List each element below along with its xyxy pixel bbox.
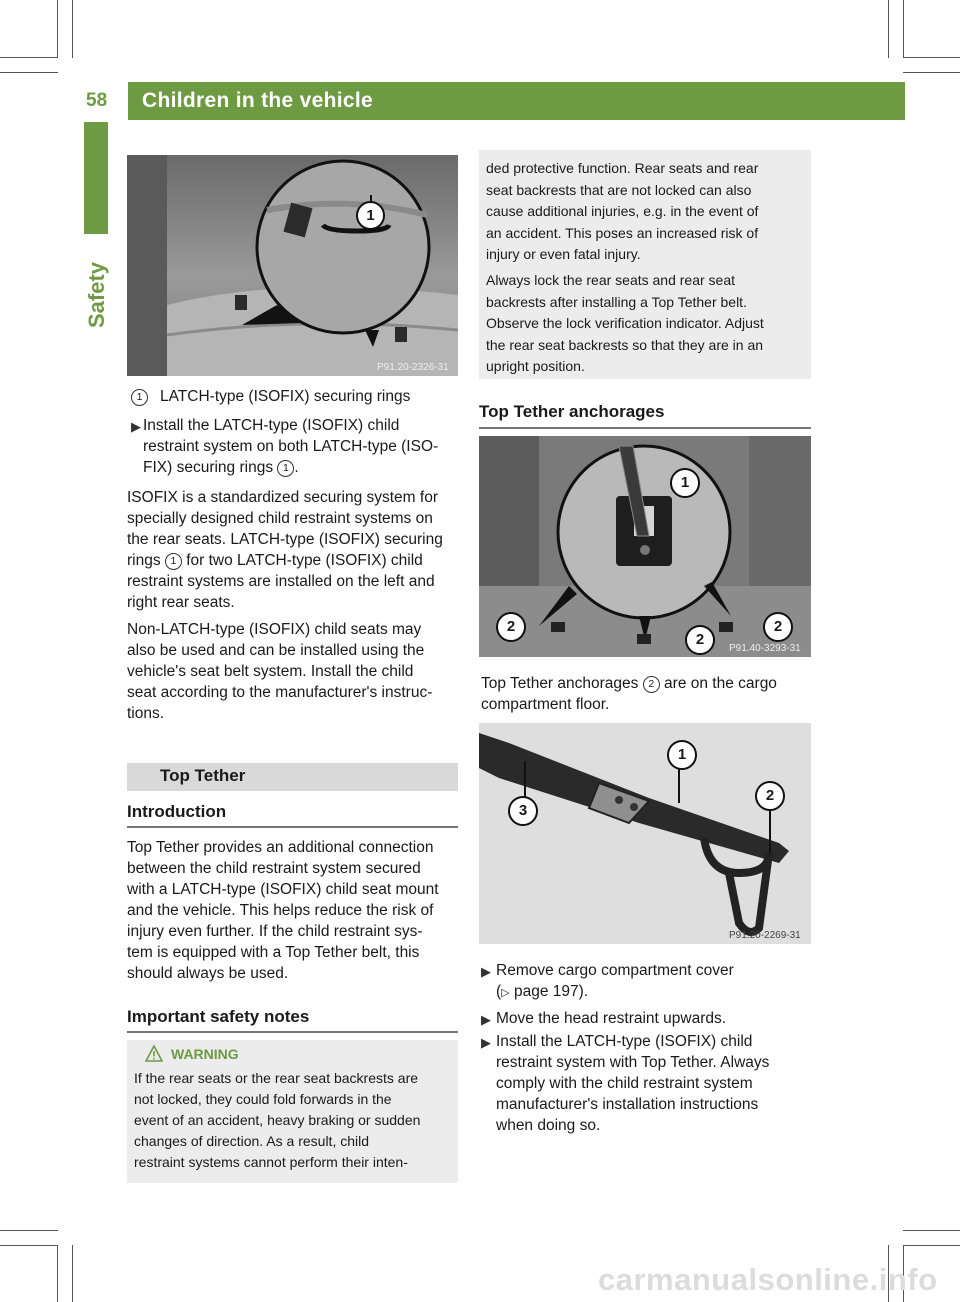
para-isofix-l2: specially designed child restraint systems on: [127, 510, 433, 527]
side-tab: [84, 122, 108, 234]
bullet-install-l4: manufacturer's installation instructions: [496, 1096, 759, 1113]
crop-mark: [903, 1230, 960, 1231]
warning-c-l7: backrests after installing a Top Tether belt.: [486, 293, 747, 310]
para-nonlatch-l1: Non-LATCH-type (ISOFIX) child seats may: [127, 621, 422, 638]
para-nonlatch-l5: tions.: [127, 705, 165, 722]
warning-l3: event of an accident, heavy braking or sudden: [134, 1112, 421, 1128]
bullet-arrow-icon: ▶: [481, 964, 491, 979]
heading-rule: [479, 427, 811, 429]
bullet-install-l1: Install the LATCH-type (ISOFIX) child: [496, 1033, 753, 1050]
figure1-callout-1: 1: [356, 201, 385, 230]
page-number: 58: [86, 90, 108, 111]
bullet-arrow-icon: ▶: [481, 1035, 491, 1050]
crop-mark: [903, 0, 904, 58]
para-isofix-l1: ISOFIX is a standardized securing system for: [127, 489, 438, 506]
warning-l5: restraint systems cannot perform their inten-: [134, 1154, 408, 1170]
warning-l1: If the rear seats or the rear seat backrests are: [134, 1070, 419, 1086]
bullet-remove-cover-l2: (▷ page 197).: [496, 983, 589, 1000]
warning-c-l9: the rear seat backrests so that they are in an: [486, 336, 764, 353]
figure3-callout-1: 1: [667, 740, 697, 770]
heading-rule: [127, 1031, 458, 1033]
heading-rule: [127, 826, 458, 828]
warning-l4: changes of direction. As a result, child: [134, 1133, 370, 1149]
crop-mark: [72, 0, 73, 58]
figure2-callout-1: 1: [670, 468, 700, 498]
warning-c-l3: cause additional injuries, e.g. in the event of: [486, 203, 759, 219]
warning-c-l1: ded protective function. Rear seats and rear: [486, 160, 759, 176]
crop-mark: [903, 1245, 960, 1246]
intro-l5: injury even further. If the child restraint sys-: [127, 923, 423, 940]
warning-c-l8: Observe the lock verification indicator. Adjust: [486, 315, 764, 331]
heading-safety-notes: Important safety notes: [127, 1007, 310, 1026]
figure-isofix-rings: [127, 155, 458, 376]
figure3-callout-2: 2: [755, 781, 785, 811]
chapter-title: Children in the vehicle: [142, 89, 373, 112]
figure2-callout-2: 2: [763, 612, 793, 642]
bullet-install-line2: restraint system on both LATCH-type (ISO-: [143, 438, 439, 455]
anchorages-l1: Top Tether anchorages 2 are on the cargo: [481, 675, 777, 692]
bullet-install-l5: when doing so.: [496, 1117, 601, 1134]
intro-l7: should always be used.: [127, 965, 289, 982]
header-divider: [125, 82, 128, 120]
warning-c-l2: seat backrests that are not locked can also: [486, 181, 752, 198]
intro-l4: and the vehicle. This helps reduce the risk of: [127, 902, 434, 919]
figure-tether-belt: [479, 723, 811, 944]
header-bar: [0, 82, 905, 120]
side-tab-label: Safety: [84, 261, 109, 329]
figure-anchorages: [479, 436, 811, 657]
figure3-code: P91.20-2269-31: [729, 930, 801, 941]
warning-c-l4: an accident. This poses an increased risk of: [486, 224, 759, 241]
crop-mark: [0, 1230, 58, 1231]
legend-item-1: 1 LATCH-type (ISOFIX) securing rings: [131, 386, 410, 407]
anchorages-l2: compartment floor.: [481, 696, 610, 713]
bullet-head-restraint: Move the head restraint upwards.: [496, 1010, 727, 1027]
warning-c-l6: Always lock the rear seats and rear seat: [486, 272, 736, 288]
para-nonlatch-l2: also be used and can be installed using the: [127, 642, 425, 659]
warning-triangle-icon: [145, 1045, 163, 1062]
page-ref-arrow-icon: ▷: [501, 987, 510, 999]
heading-introduction: Introduction: [127, 802, 227, 821]
para-nonlatch-l4: seat according to the manufacturer's instruc-: [127, 684, 433, 701]
bullet-install-line1: Install the LATCH-type (ISOFIX) child: [143, 417, 400, 434]
intro-l6: tem is equipped with a Top Tether belt, this: [127, 944, 420, 961]
bullet-arrow-icon: ▶: [481, 1012, 491, 1027]
heading-top-tether-anchorages: Top Tether anchorages: [479, 402, 665, 421]
bullet-remove-cover-l1: Remove cargo compartment cover: [496, 962, 734, 979]
seat-illustration: [127, 155, 458, 376]
warning-box-continued: [479, 150, 811, 379]
intro-l1: Top Tether provides an additional connection: [127, 839, 434, 856]
tether-belt-illustration: [479, 723, 811, 944]
bullet-install-line3: FIX) securing rings 1 .: [143, 459, 299, 476]
warning-title: WARNING: [171, 1046, 239, 1062]
crop-mark: [903, 72, 960, 73]
intro-l2: between the child restraint system secured: [127, 860, 421, 877]
figure3-callout-3: 3: [508, 796, 538, 826]
figure2-callout-2: 2: [685, 625, 715, 655]
warning-c-l10: upright position.: [486, 358, 585, 374]
crop-mark: [0, 1245, 58, 1246]
figure1-code: P91.20-2326-31: [377, 362, 449, 373]
cargo-illustration: [479, 436, 811, 657]
bullet-install-l3: comply with the child restraint system: [496, 1075, 753, 1092]
crop-mark: [57, 1245, 58, 1302]
intro-l3: with a LATCH-type (ISOFIX) child seat mount: [127, 881, 439, 898]
figure2-code: P91.40-3293-31: [729, 643, 801, 654]
crop-mark: [888, 0, 889, 58]
bullet-install-l2: restraint system with Top Tether. Always: [496, 1054, 770, 1071]
crop-mark: [0, 57, 58, 58]
figure2-callout-2: 2: [496, 612, 526, 642]
crop-mark: [0, 72, 58, 73]
warning-l2: not locked, they could fold forwards in the: [134, 1091, 392, 1107]
crop-mark: [57, 0, 58, 58]
section-title-top-tether: Top Tether: [160, 766, 246, 785]
para-isofix-l5: restraint systems are installed on the left and: [127, 573, 435, 590]
para-isofix-l6: right rear seats.: [127, 594, 235, 611]
crop-mark: [903, 57, 960, 58]
watermark: carmanualsonline.info: [598, 1262, 938, 1297]
bullet-arrow-icon: ▶: [131, 419, 141, 434]
crop-mark: [72, 1245, 73, 1302]
para-isofix-l4: rings 1 for two LATCH-type (ISOFIX) child: [127, 552, 423, 569]
warning-box: [127, 1040, 458, 1183]
warning-c-l5: injury or even fatal injury.: [486, 246, 641, 262]
para-isofix-l3: the rear seats. LATCH-type (ISOFIX) securing: [127, 531, 443, 548]
para-nonlatch-l3: vehicle's seat belt system. Install the child: [127, 663, 414, 680]
